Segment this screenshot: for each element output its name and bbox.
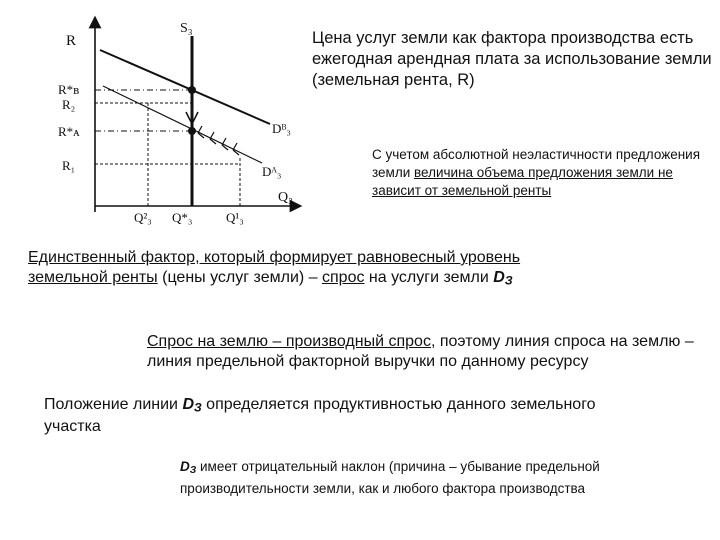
x-axis-label: Q₃ [278,190,293,205]
tick-label-qstar: Q*₃ [172,210,193,225]
tick-label-ra: R*ᴀ [58,124,80,139]
para4-sub: З [189,465,197,477]
para-demand-factor [28,248,568,290]
para1-t1: (цены услуг земли) – [157,269,322,286]
equilibrium-point-b [188,86,196,94]
para4-sym: D [180,459,190,474]
para1-sym: D [493,269,505,286]
para2-t1: , поэтому линия спроса на землю – линия предельной факторной выручки по данному ресурсу [147,333,694,370]
para3-t2: определяется продуктивностью данного земельного участка [44,396,596,436]
note1-part1: С учетом абсолютной неэластичности предложения земли [372,147,701,180]
tick-label-r1: R₁ [62,158,76,173]
demand-a-label: Dᴬ₃ [262,164,282,179]
tick-label-rb: R*ʙ [58,82,80,97]
para2-u1: Спрос на землю – производный спрос [147,333,431,350]
slide-title: Цена услуг земли как фактора производства есть ежегодная арендная плата за использование земли (земельная рента, R) [312,29,712,89]
rent-graph [0,0,310,232]
demand-line-a [103,86,262,163]
tick-label-q2: Q²₃ [134,210,152,225]
demand-shift-arrows [198,126,239,155]
para3-t1: Положение линии [44,396,183,413]
para1-sub: З [504,273,513,288]
demand-b-label: Dᴮ₃ [272,121,291,136]
para1-u1: Единственный фактор, который формирует равновесный уровень земельной ренты [28,249,521,286]
y-axis-label: R [66,33,77,49]
tick-label-r2: R₂ [62,97,76,112]
para-negative-slope [180,458,700,498]
demand-line-b [100,50,270,124]
para-position [44,395,604,437]
note-inelastic-supply [372,146,717,200]
para1-t2: на услуги земли [364,269,494,286]
supply-label: S₃ [180,21,193,36]
note1-part2: величина объема предложения земли не зависит от земельной ренты [372,165,673,198]
para-derived-demand [147,332,707,372]
para3-sym: D [182,396,194,413]
para4-t1: имеет отрицательный наклон (причина – убывание предельной производительности земли, как и любого фактора производства [180,459,600,497]
tick-label-q1: Q¹₃ [226,210,244,225]
equilibrium-point-a [188,127,196,135]
para1-u2: спрос [322,269,365,286]
para3-sub: З [194,400,202,415]
